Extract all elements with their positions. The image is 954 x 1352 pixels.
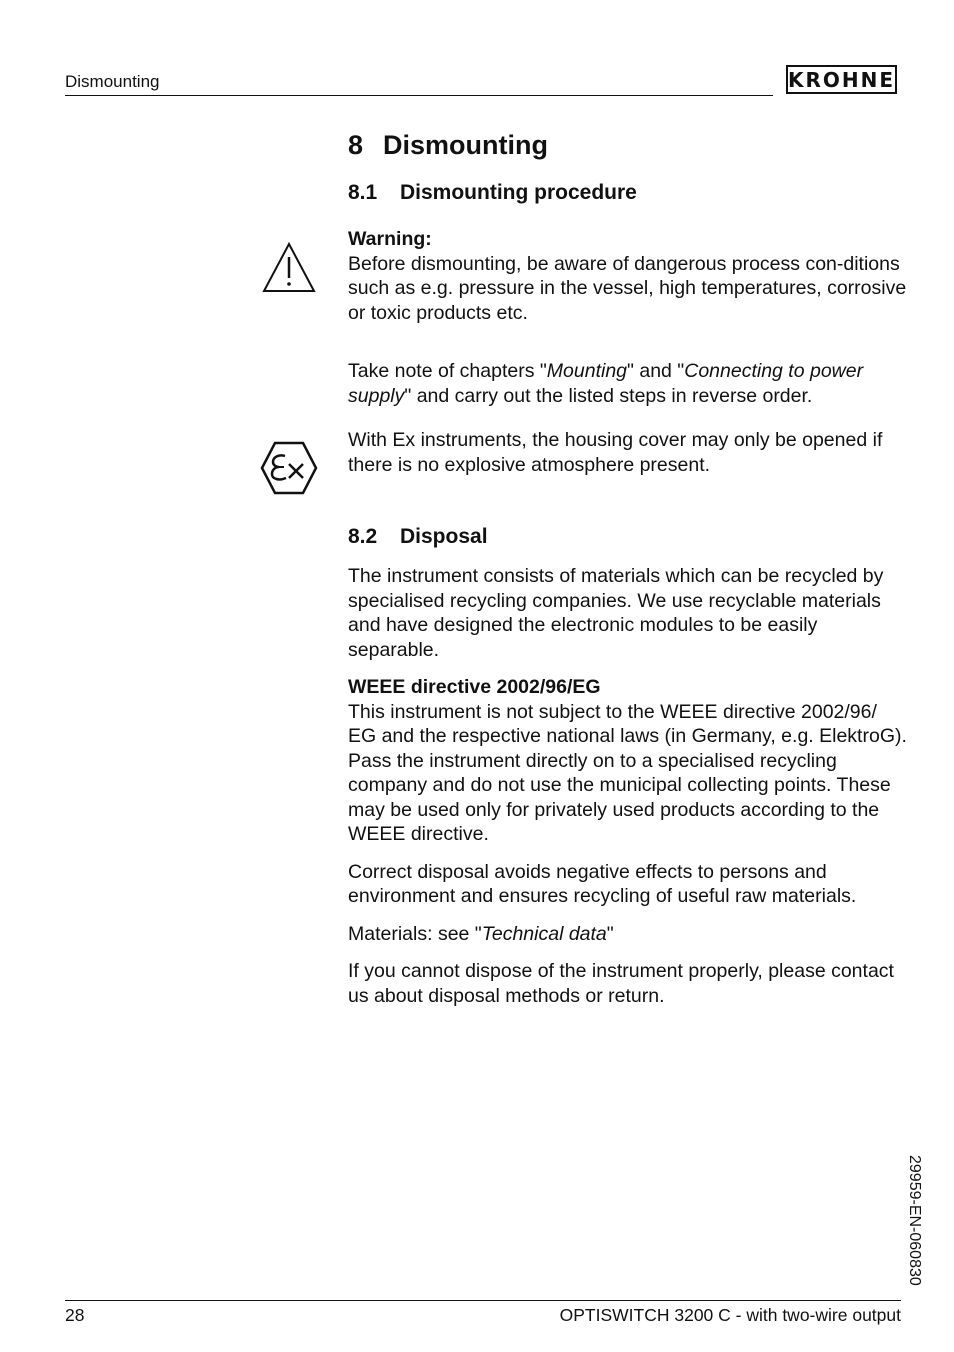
section-number: 8.1	[348, 181, 378, 204]
weee-block	[348, 675, 908, 847]
chapter-heading	[348, 125, 908, 165]
page-number: 28	[65, 1305, 85, 1325]
connecting-reference: Connecting to power supply	[348, 360, 864, 407]
reverse-order-note: Take note of chapters "Mounting" and "Connecting to power supply" and carry out the listed steps in reverse order.	[348, 360, 864, 407]
technical-data-reference: Technical data	[481, 922, 607, 945]
warning-block	[348, 227, 908, 325]
section-number: 8.2	[348, 525, 378, 548]
correct-disposal-paragraph: Correct disposal avoids negative effects to persons and environment and ensures recycling of useful raw materials.	[348, 860, 857, 907]
section-title: Disposal	[400, 525, 488, 548]
footer-rule	[65, 1300, 901, 1301]
materials-note: Materials: see "Technical data"	[348, 922, 614, 945]
contact-paragraph: If you cannot dispose of the instrument properly, please contact us about disposal methods or return.	[348, 960, 894, 1007]
section-8-2-heading	[348, 523, 908, 551]
running-header: Dismounting	[65, 72, 160, 91]
ex-hexagon-icon	[260, 440, 318, 496]
chapter-title: Dismounting	[383, 130, 548, 160]
weee-title: WEEE directive 2002/96/EG	[348, 676, 601, 698]
warning-text: Before dismounting, be aware of dangerous process con-ditions such as e.g. pressure in the vessel, high temperatures, corrosive or toxic products etc.	[348, 252, 907, 324]
weee-text: This instrument is not subject to the WEEE directive 2002/96/ EG and the respective national laws (in Germany, e.g. ElektroG). Pass the instrument directly on to a specialised recycling company and do not use the municipal collecting points. These may be used only for privately used products according to the WEEE directive.	[348, 700, 907, 845]
document-code: 29959-EN-060830	[906, 1155, 923, 1286]
section-title: Dismounting procedure	[400, 181, 637, 204]
warning-label: Warning:	[348, 228, 432, 250]
warning-triangle-icon	[262, 241, 316, 293]
logo-text: KROHNE	[787, 67, 896, 92]
section-8-1-heading	[348, 179, 908, 207]
krohne-logo	[786, 65, 897, 94]
mounting-reference: Mounting	[546, 360, 628, 382]
footer-product-title: OPTISWITCH 3200 C - with two-wire output	[559, 1305, 901, 1325]
ex-instruments-note: With Ex instruments, the housing cover may only be opened if there is no explosive atmosphere present.	[348, 429, 883, 476]
main-content	[348, 125, 908, 1008]
recycling-paragraph: The instrument consists of materials which can be recycled by specialised recycling companies. We use recyclable materials and have designed the electronic modules to be easily separable.	[348, 565, 884, 661]
header-rule	[65, 95, 773, 96]
chapter-number: 8	[348, 130, 364, 160]
